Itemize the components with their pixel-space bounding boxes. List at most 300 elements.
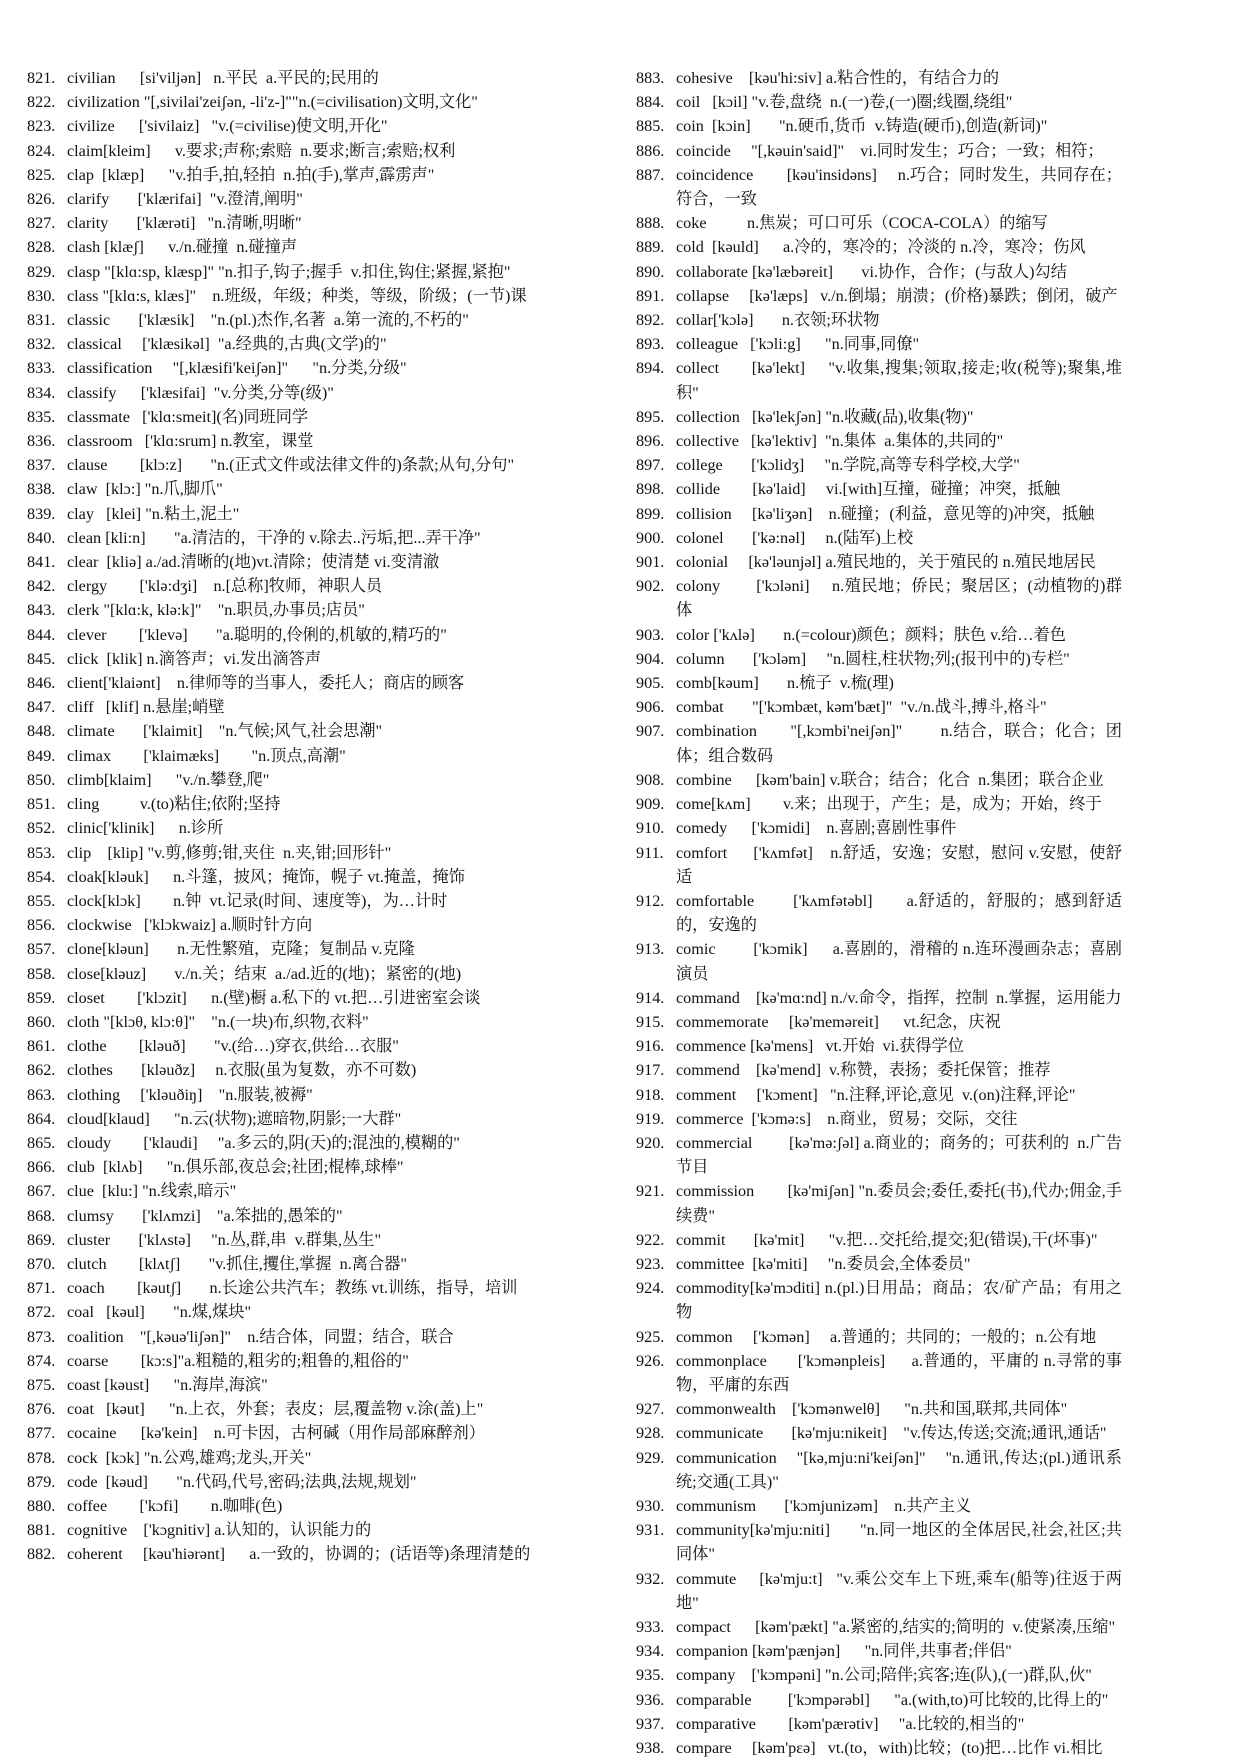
vocabulary-entry: [636, 937, 1122, 985]
entry-number: 842.: [27, 577, 56, 596]
entry-number: 836.: [27, 432, 56, 451]
entry-text: colonel ['kə:nəl] n.(陆军)上校: [676, 528, 914, 547]
vocabulary-entry: [636, 163, 1122, 211]
vocabulary-entry: [27, 1010, 532, 1034]
vocabulary-entry: [27, 381, 532, 405]
vocabulary-entry: [27, 332, 532, 356]
vocabulary-entry: [27, 1542, 532, 1566]
entry-text: coalition "[,kəuə'liʃən]" n.结合体，同盟；结合，联合: [67, 1327, 454, 1346]
vocabulary-entry: [27, 574, 532, 598]
entry-text: comparable ['kɔmpərəbl] "a.(with,to)可比较的,比得上的": [676, 1690, 1109, 1709]
entry-text: combine [kəm'bain] v.联合；结合；化合 n.集团；联合企业: [676, 770, 1104, 789]
entry-number: 911.: [636, 843, 664, 862]
entry-text: cliff [klif] n.悬崖;峭壁: [67, 698, 225, 717]
entry-number: 889.: [636, 238, 665, 257]
vocabulary-entry: [636, 1615, 1122, 1639]
entry-text: civilization "[,sivilai'zeiʃən, -li'z-]""n.(=civilisation)文明,文化": [67, 93, 478, 112]
vocabulary-entry: [636, 1083, 1122, 1107]
entry-text: clue [klu:] "n.线索,暗示": [67, 1182, 237, 1201]
vocabulary-entry: [27, 1494, 532, 1518]
entry-number: 826.: [27, 190, 56, 209]
vocabulary-entry: [636, 1736, 1122, 1760]
vocabulary-entry: [27, 1518, 532, 1542]
entry-text: communication "[kə,mju:ni'keiʃən]" "n.通讯,传达;(pl.)通讯系统;交通(工具)": [676, 1448, 1122, 1491]
vocabulary-entry: [636, 429, 1122, 453]
entry-text: clergy ['klə:dʒi] n.[总称]牧师，神职人员: [67, 577, 383, 596]
entry-number: 917.: [636, 1061, 665, 1080]
vocabulary-entry: [636, 526, 1122, 550]
entry-text: click [klik] n.滴答声；vi.发出滴答声: [67, 649, 322, 668]
vocabulary-entry: [636, 139, 1122, 163]
vocabulary-entry: [27, 114, 532, 138]
vocabulary-column-right: [636, 66, 1122, 1760]
entry-number: 834.: [27, 383, 56, 402]
entry-number: 822.: [27, 93, 56, 112]
entry-number: 927.: [636, 1400, 665, 1419]
vocabulary-entry: [27, 1325, 532, 1349]
entry-number: 931.: [636, 1521, 665, 1540]
vocabulary-entry: [27, 1446, 532, 1470]
vocabulary-entry: [27, 1373, 532, 1397]
vocabulary-entry: [27, 1131, 532, 1155]
entry-number: 883.: [636, 69, 665, 87]
entry-number: 882.: [27, 1545, 56, 1564]
entry-number: 866.: [27, 1158, 56, 1177]
entry-number: 907.: [636, 722, 665, 741]
entry-text: commission [kə'miʃən] "n.委员会;委任,委托(书),代办;佣金,手续费": [676, 1182, 1122, 1225]
entry-number: 890.: [636, 262, 665, 281]
entry-number: 904.: [636, 649, 665, 668]
entry-text: clean [kli:n] "a.清洁的，干净的 v.除去..污垢,把...弄干净": [67, 528, 481, 547]
entry-text: clockwise ['klɔkwaiz] a.顺时针方向: [67, 916, 313, 935]
entry-text: come[kʌm] v.来；出现于，产生；是，成为；开始，终于: [676, 795, 1102, 814]
entry-text: clip [klip] "v.剪,修剪;钳,夹住 n.夹,钳;回形针": [67, 843, 392, 862]
entry-number: 920.: [636, 1133, 665, 1152]
vocabulary-entry: [636, 1349, 1122, 1397]
entry-text: commerce ['kɔmə:s] n.商业，贸易；交际，交往: [676, 1109, 1018, 1128]
entry-number: 937.: [636, 1714, 665, 1733]
vocabulary-entry: [636, 405, 1122, 429]
entry-number: 934.: [636, 1642, 665, 1661]
entry-number: 844.: [27, 625, 56, 644]
vocabulary-entry: [27, 865, 532, 889]
entry-text: commonplace ['kɔmənpleis] a.普通的，平庸的 n.寻常的事物，平庸的东西: [676, 1351, 1122, 1394]
entry-number: 905.: [636, 674, 665, 693]
entry-text: coffee ['kɔfi] n.咖啡(色): [67, 1496, 283, 1515]
vocabulary-entry: [27, 598, 532, 622]
vocabulary-entry: [27, 453, 532, 477]
vocabulary-entry: [636, 1228, 1122, 1252]
vocabulary-entry: [27, 719, 532, 743]
vocabulary-entry: [27, 1034, 532, 1058]
entry-number: 908.: [636, 770, 665, 789]
entry-text: climate ['klaimit] "n.气候;风气,社会思潮": [67, 722, 383, 741]
vocabulary-entry: [636, 502, 1122, 526]
entry-text: commend [kə'mend] v.称赞，表扬；委托保管；推荐: [676, 1061, 1051, 1080]
entry-number: 868.: [27, 1206, 56, 1225]
vocabulary-entry: [27, 1397, 532, 1421]
entry-text: claim[kleim] v.要求;声称;索赔 n.要求;断言;索赔;权利: [67, 141, 456, 160]
entry-text: coincidence [kəu'insidəns] n.巧合；同时发生，共同存在；符合，一致: [676, 165, 1122, 209]
vocabulary-entry: [636, 284, 1122, 308]
entry-text: combination "[,kɔmbi'neiʃən]" n.结合，联合；化合；团体；组合数码: [676, 722, 1122, 765]
entry-number: 900.: [636, 528, 665, 547]
entry-number: 832.: [27, 335, 56, 354]
entry-text: coincide "[,kəuin'said]" vi.同时发生；巧合；一致；相符；: [676, 141, 1104, 160]
entry-text: clear [kliə] a./ad.清晰的(地)vt.清除；使清楚 vi.变清澈: [67, 553, 440, 572]
entry-number: 824.: [27, 141, 56, 160]
entry-number: 932.: [636, 1569, 665, 1588]
entry-number: 825.: [27, 165, 56, 184]
entry-number: 860.: [27, 1012, 56, 1031]
vocabulary-entry: [27, 913, 532, 937]
entry-number: 902.: [636, 577, 665, 596]
vocabulary-entry: [636, 1518, 1122, 1566]
vocabulary-entry: [27, 695, 532, 719]
entry-text: college ['kɔlidʒ] "n.学院,高等专科学校,大学": [676, 456, 1020, 475]
entry-number: 879.: [27, 1472, 56, 1491]
vocabulary-entry: [27, 962, 532, 986]
entry-number: 909.: [636, 795, 665, 814]
entry-text: coarse [kɔ:s]"a.粗糙的,粗劣的;粗鲁的,粗俗的": [67, 1351, 409, 1370]
vocabulary-entry: [27, 671, 532, 695]
vocabulary-entry: [636, 356, 1122, 404]
entry-text: communism ['kɔmjunizəm] n.共产主义: [676, 1496, 972, 1515]
entry-number: 835.: [27, 407, 56, 426]
vocabulary-entry: [27, 308, 532, 332]
entry-text: classification "[,klæsifi'keiʃən]" "n.分类,分级": [67, 359, 407, 378]
vocabulary-entry: [636, 816, 1122, 840]
entry-number: 921.: [636, 1182, 665, 1201]
vocabulary-entry: [27, 211, 532, 235]
entry-number: 925.: [636, 1327, 665, 1346]
vocabulary-entry: [27, 187, 532, 211]
entry-text: close[kləuz] v./n.关；结束 a./ad.近的(地)；紧密的(地): [67, 964, 462, 983]
entry-text: class "[klɑ:s, klæs]" n.班级，年级；种类，等级，阶级；(一节)课: [67, 286, 527, 305]
entry-text: classroom ['klɑ:srum] n.教室，课堂: [67, 432, 314, 451]
vocabulary-entry: [27, 1179, 532, 1203]
entry-number: 935.: [636, 1666, 665, 1685]
entry-text: commence [kə'mens] vt.开始 vi.获得学位: [676, 1037, 964, 1056]
entry-text: clothing ['kləuðiŋ] "n.服装,被褥": [67, 1085, 313, 1104]
entry-text: coast [kəust] "n.海岸,海滨": [67, 1375, 268, 1394]
vocabulary-entry: [27, 1349, 532, 1373]
entry-number: 923.: [636, 1254, 665, 1273]
entry-text: classic ['klæsik] "n.(pl.)杰作,名著 a.第一流的,不朽的": [67, 311, 469, 330]
entry-text: climb[klaim] "v./n.攀登,爬": [67, 770, 270, 789]
entry-text: comb[kəum] n.梳子 v.梳(理): [676, 674, 894, 693]
entry-number: 848.: [27, 722, 56, 741]
vocabulary-entry: [27, 841, 532, 865]
vocabulary-entry: [636, 66, 1122, 90]
vocabulary-entry: [636, 1058, 1122, 1082]
entry-text: coin [kɔin] "n.硬币,货币 v.铸造(硬币),创造(新词)": [676, 117, 1048, 136]
entry-number: 897.: [636, 456, 665, 475]
entry-number: 922.: [636, 1230, 665, 1249]
entry-number: 872.: [27, 1303, 56, 1322]
entry-text: commodity[kə'mɔditi] n.(pl.)日用品；商品；农/矿产品；有用之物: [676, 1279, 1122, 1322]
vocabulary-entry: [27, 1058, 532, 1082]
vocabulary-entry: [27, 768, 532, 792]
entry-number: 867.: [27, 1182, 56, 1201]
vocabulary-entry: [27, 1421, 532, 1445]
entry-number: 837.: [27, 456, 56, 475]
entry-number: 929.: [636, 1448, 665, 1467]
entry-text: clarity ['klærəti] "n.清晰,明晰": [67, 214, 302, 233]
vocabulary-entry: [27, 405, 532, 429]
entry-text: club [klʌb] "n.俱乐部,夜总会;社团;棍棒,球棒": [67, 1158, 404, 1177]
vocabulary-entry: [636, 671, 1122, 695]
vocabulary-entry: [27, 816, 532, 840]
vocabulary-entry: [27, 163, 532, 187]
entry-number: 857.: [27, 940, 56, 959]
entry-text: clerk "[klɑ:k, klə:k]" "n.职员,办事员;店员": [67, 601, 365, 620]
entry-text: coat [kəut] "n.上衣，外套；表皮；层,覆盖物 v.涂(盖)上": [67, 1400, 484, 1419]
entry-number: 906.: [636, 698, 665, 717]
entry-number: 930.: [636, 1496, 665, 1515]
vocabulary-entry: [636, 211, 1122, 235]
vocabulary-entry: [636, 260, 1122, 284]
entry-number: 936.: [636, 1690, 665, 1709]
entry-number: 833.: [27, 359, 56, 378]
entry-number: 914.: [636, 988, 665, 1007]
entry-text: compare [kəm'pεə] vt.(to，with)比较；(to)把…比作 vi.相比: [676, 1739, 1103, 1758]
entry-text: commit [kə'mit] "v.把…交托给,提交;犯(错误),干(坏事)": [676, 1230, 1098, 1249]
entry-text: comment ['kɔment] "n.注释,评论,意见 v.(on)注释,评论": [676, 1085, 1076, 1104]
entry-number: 880.: [27, 1496, 56, 1515]
entry-text: cold [kəuld] a.冷的，寒冷的；冷淡的 n.冷，寒冷；伤风: [676, 238, 1086, 257]
entry-text: cloud[klaud] "n.云(状物);遮暗物,阴影;一大群": [67, 1109, 402, 1128]
vocabulary-entry: [636, 1131, 1122, 1179]
entry-number: 821.: [27, 69, 56, 87]
entry-text: cling v.(to)粘住;依附;坚持: [67, 795, 281, 814]
vocabulary-entry: [636, 235, 1122, 259]
entry-text: collaborate [kə'læbəreit] vi.协作，合作；(与敌人)勾结: [676, 262, 1067, 281]
entry-number: 893.: [636, 335, 665, 354]
entry-text: combat "['kɔmbæt, kəm'bæt]" "v./n.战斗,搏斗,格斗": [676, 698, 1047, 717]
entry-number: 896.: [636, 432, 665, 451]
entry-text: clone[kləun] n.无性繁殖，克隆；复制品 v.克隆: [67, 940, 415, 959]
vocabulary-entry: [636, 792, 1122, 816]
vocabulary-entry: [636, 1276, 1122, 1324]
vocabulary-entry: [27, 1107, 532, 1131]
entry-number: 861.: [27, 1037, 56, 1056]
entry-text: client['klaiənt] n.律师等的当事人，委托人；商店的顾客: [67, 674, 465, 693]
vocabulary-entry: [636, 1688, 1122, 1712]
entry-number: 874.: [27, 1351, 56, 1370]
entry-text: civilize ['sivilaiz] "v.(=civilise)使文明,开化": [67, 117, 388, 136]
entry-text: cluster ['klʌstə] "n.丛,群,串 v.群集,丛生": [67, 1230, 382, 1249]
entry-text: clutch [klʌtʃ] "v.抓住,攫住,掌握 n.离合器": [67, 1254, 407, 1273]
vocabulary-entry: [636, 719, 1122, 767]
entry-number: 840.: [27, 528, 56, 547]
entry-text: comfortable ['kʌmfətəbl] a.舒适的，舒服的；感到舒适的，安逸的: [676, 891, 1122, 935]
entry-number: 915.: [636, 1012, 665, 1031]
entry-text: clay [klei] "n.粘土,泥土": [67, 504, 240, 523]
entry-text: company ['kɔmpəni] "n.公司;陪伴;宾客;连(队),(一)群,队,伙": [676, 1666, 1092, 1685]
entry-number: 853.: [27, 843, 56, 862]
entry-text: clap [klæp] "v.拍手,拍,轻拍 n.拍(手),掌声,霹雳声": [67, 165, 435, 184]
vocabulary-entry: [27, 1276, 532, 1300]
entry-text: clasp "[klɑ:sp, klæsp]" "n.扣子,钩子;握手 v.扣住,钩住;紧握,紧抱": [67, 262, 511, 281]
entry-number: 892.: [636, 311, 665, 330]
entry-number: 895.: [636, 407, 665, 426]
vocabulary-entry: [636, 1421, 1122, 1445]
entry-text: comic ['kɔmik] a.喜剧的，滑稽的 n.连环漫画杂志；喜剧演员: [676, 940, 1122, 983]
vocabulary-entry: [636, 1325, 1122, 1349]
entry-number: 856.: [27, 916, 56, 935]
entry-number: 886.: [636, 141, 665, 160]
entry-text: coach [kəutʃ] n.长途公共汽车；教练 vt.训练，指导，培训: [67, 1279, 518, 1298]
entry-number: 830.: [27, 286, 56, 305]
entry-number: 881.: [27, 1521, 56, 1540]
entry-number: 864.: [27, 1109, 56, 1128]
entry-number: 926.: [636, 1351, 665, 1370]
entry-number: 841.: [27, 553, 56, 572]
vocabulary-entry: [636, 841, 1122, 889]
entry-number: 899.: [636, 504, 665, 523]
entry-number: 898.: [636, 480, 665, 499]
vocabulary-entry: [27, 1300, 532, 1324]
entry-number: 924.: [636, 1279, 665, 1298]
entry-text: clarify ['klærifai] "v.澄清,阐明": [67, 190, 303, 209]
entry-number: 852.: [27, 819, 56, 838]
entry-text: clothes [kləuðz] n.衣服(虽为复数，亦不可数): [67, 1061, 417, 1080]
vocabulary-entry: [27, 986, 532, 1010]
entry-number: 884.: [636, 93, 665, 112]
entry-text: collapse [kə'læps] v./n.倒塌；崩溃；(价格)暴跌；倒闭，破产: [676, 286, 1118, 305]
entry-number: 885.: [636, 117, 665, 136]
entry-text: clumsy ['klʌmzi] "a.笨拙的,愚笨的": [67, 1206, 343, 1225]
vocabulary-entry: [636, 623, 1122, 647]
vocabulary-entry: [636, 574, 1122, 622]
entry-text: code [kəud] "n.代码,代号,密码;法典,法规,规划": [67, 1472, 417, 1491]
vocabulary-entry: [27, 792, 532, 816]
entry-text: civilian [si'viljən] n.平民 a.平民的;民用的: [67, 69, 379, 87]
entry-number: 863.: [27, 1085, 56, 1104]
entry-number: 916.: [636, 1037, 665, 1056]
entry-number: 869.: [27, 1230, 56, 1249]
entry-text: climax ['klaimæks] "n.顶点,高潮": [67, 746, 346, 765]
entry-text: classmate ['klɑ:smeit](名)同班同学: [67, 407, 309, 426]
entry-number: 870.: [27, 1254, 56, 1273]
entry-text: comfort ['kʌmfət] n.舒适，安逸；安慰，慰问 v.安慰，使舒适: [676, 843, 1122, 886]
vocabulary-entry: [636, 768, 1122, 792]
entry-text: colleague ['kɔli:g] "n.同事,同僚": [676, 335, 920, 354]
entry-number: 849.: [27, 746, 56, 765]
entry-text: cohesive [kəu'hi:siv] a.粘合性的，有结合力的: [676, 69, 1000, 87]
entry-number: 912.: [636, 891, 665, 910]
entry-number: 851.: [27, 795, 56, 814]
entry-text: commercial [kə'mə:ʃəl] a.商业的；商务的；可获利的 n.广告节目: [676, 1133, 1122, 1177]
entry-number: 888.: [636, 214, 665, 233]
entry-number: 919.: [636, 1109, 665, 1128]
entry-number: 865.: [27, 1133, 56, 1152]
entry-number: 838.: [27, 480, 56, 499]
entry-number: 823.: [27, 117, 56, 136]
entry-number: 828.: [27, 238, 56, 257]
entry-number: 913.: [636, 940, 665, 959]
vocabulary-entry: [636, 308, 1122, 332]
entry-number: 877.: [27, 1424, 56, 1443]
vocabulary-entry: [27, 1204, 532, 1228]
entry-number: 938.: [636, 1739, 665, 1758]
entry-number: 910.: [636, 819, 665, 838]
vocabulary-entry: [636, 695, 1122, 719]
entry-text: coal [kəul] "n.煤,煤块": [67, 1303, 252, 1322]
entry-text: coherent [kəu'hiərənt] a.一致的，协调的；(话语等)条理清楚的: [67, 1545, 531, 1564]
entry-text: cocaine [kə'kein] n.可卡因，古柯碱（用作局部麻醉剂）: [67, 1424, 485, 1443]
entry-text: cloak[kləuk] n.斗篷，披风；掩饰，幌子 vt.掩盖，掩饰: [67, 867, 465, 886]
entry-number: 854.: [27, 867, 56, 886]
entry-number: 845.: [27, 649, 56, 668]
vocabulary-entry: [27, 90, 532, 114]
entry-text: claw [klɔ:] "n.爪,脚爪": [67, 480, 223, 499]
entry-text: cloth "[klɔθ, klɔ:θ]" "n.(一块)布,织物,衣料": [67, 1012, 369, 1031]
vocabulary-entry: [636, 114, 1122, 138]
entry-number: 831.: [27, 311, 56, 330]
entry-text: community[kə'mju:niti] "n.同一地区的全体居民,社会,社区;共同体": [676, 1521, 1122, 1564]
vocabulary-entry: [27, 235, 532, 259]
entry-number: 862.: [27, 1061, 56, 1080]
entry-text: collision [kə'liʒən] n.碰撞；(利益，意见等的)冲突，抵触: [676, 504, 1095, 523]
entry-text: classify ['klæsifai] "v.分类,分等(级)": [67, 383, 334, 402]
entry-number: 843.: [27, 601, 56, 620]
vocabulary-entry: [27, 526, 532, 550]
entry-text: companion [kəm'pænjən] "n.同伴,共事者;伴侣": [676, 1642, 1012, 1661]
vocabulary-entry: [27, 429, 532, 453]
vocabulary-entry: [27, 1252, 532, 1276]
vocabulary-entry: [27, 623, 532, 647]
vocabulary-entry: [636, 889, 1122, 937]
entry-text: clause [klɔ:z] "n.(正式文件或法律文件的)条款;从句,分句": [67, 456, 515, 475]
vocabulary-entry: [636, 647, 1122, 671]
entry-number: 873.: [27, 1327, 56, 1346]
entry-text: communicate [kə'mju:nikeit] "v.传达,传送;交流;通讯,通话": [676, 1424, 1107, 1443]
entry-text: cognitive ['kɔgnitiv] a.认知的，认识能力的: [67, 1521, 372, 1540]
entry-number: 827.: [27, 214, 56, 233]
entry-text: commonwealth ['kɔmənwelθ] "n.共和国,联邦,共同体": [676, 1400, 1068, 1419]
entry-number: 858.: [27, 964, 56, 983]
entry-number: 839.: [27, 504, 56, 523]
entry-text: compact [kəm'pækt] "a.紧密的,结实的;简明的 v.使紧凑,压缩": [676, 1618, 1116, 1636]
entry-text: clock[klɔk] n.钟 vt.记录(时间、速度等)，为…计时: [67, 891, 448, 910]
entry-text: clash [klæʃ] v./n.碰撞 n.碰撞声: [67, 238, 298, 257]
vocabulary-entry: [636, 477, 1122, 501]
vocabulary-entry: [636, 1034, 1122, 1058]
entry-number: 894.: [636, 359, 665, 378]
entry-text: collective [kə'lektiv] "n.集体 a.集体的,共同的": [676, 432, 1004, 451]
vocabulary-entry: [636, 1179, 1122, 1227]
vocabulary-entry: [27, 1155, 532, 1179]
entry-text: coke n.焦炭；可口可乐（COCA-COLA）的缩写: [676, 214, 1048, 233]
entry-text: collection [kə'lekʃən] "n.收藏(品),收集(物)": [676, 407, 974, 426]
entry-number: 887.: [636, 165, 665, 184]
entry-text: clinic['klinik] n.诊所: [67, 819, 224, 838]
entry-number: 859.: [27, 988, 56, 1007]
vocabulary-entry: [636, 1010, 1122, 1034]
vocabulary-entry: [636, 986, 1122, 1010]
entry-text: common ['kɔmən] a.普通的；共同的；一般的；n.公有地: [676, 1327, 1097, 1346]
vocabulary-entry: [27, 356, 532, 380]
entry-number: 829.: [27, 262, 56, 281]
entry-text: command [kə'mɑ:nd] n./v.命令，指挥，控制 n.掌握，运用能力: [676, 988, 1122, 1007]
vocabulary-entry: [636, 1397, 1122, 1421]
vocabulary-entry: [636, 1252, 1122, 1276]
vocabulary-entry: [27, 477, 532, 501]
vocabulary-entry: [27, 744, 532, 768]
vocabulary-entry: [636, 1567, 1122, 1615]
